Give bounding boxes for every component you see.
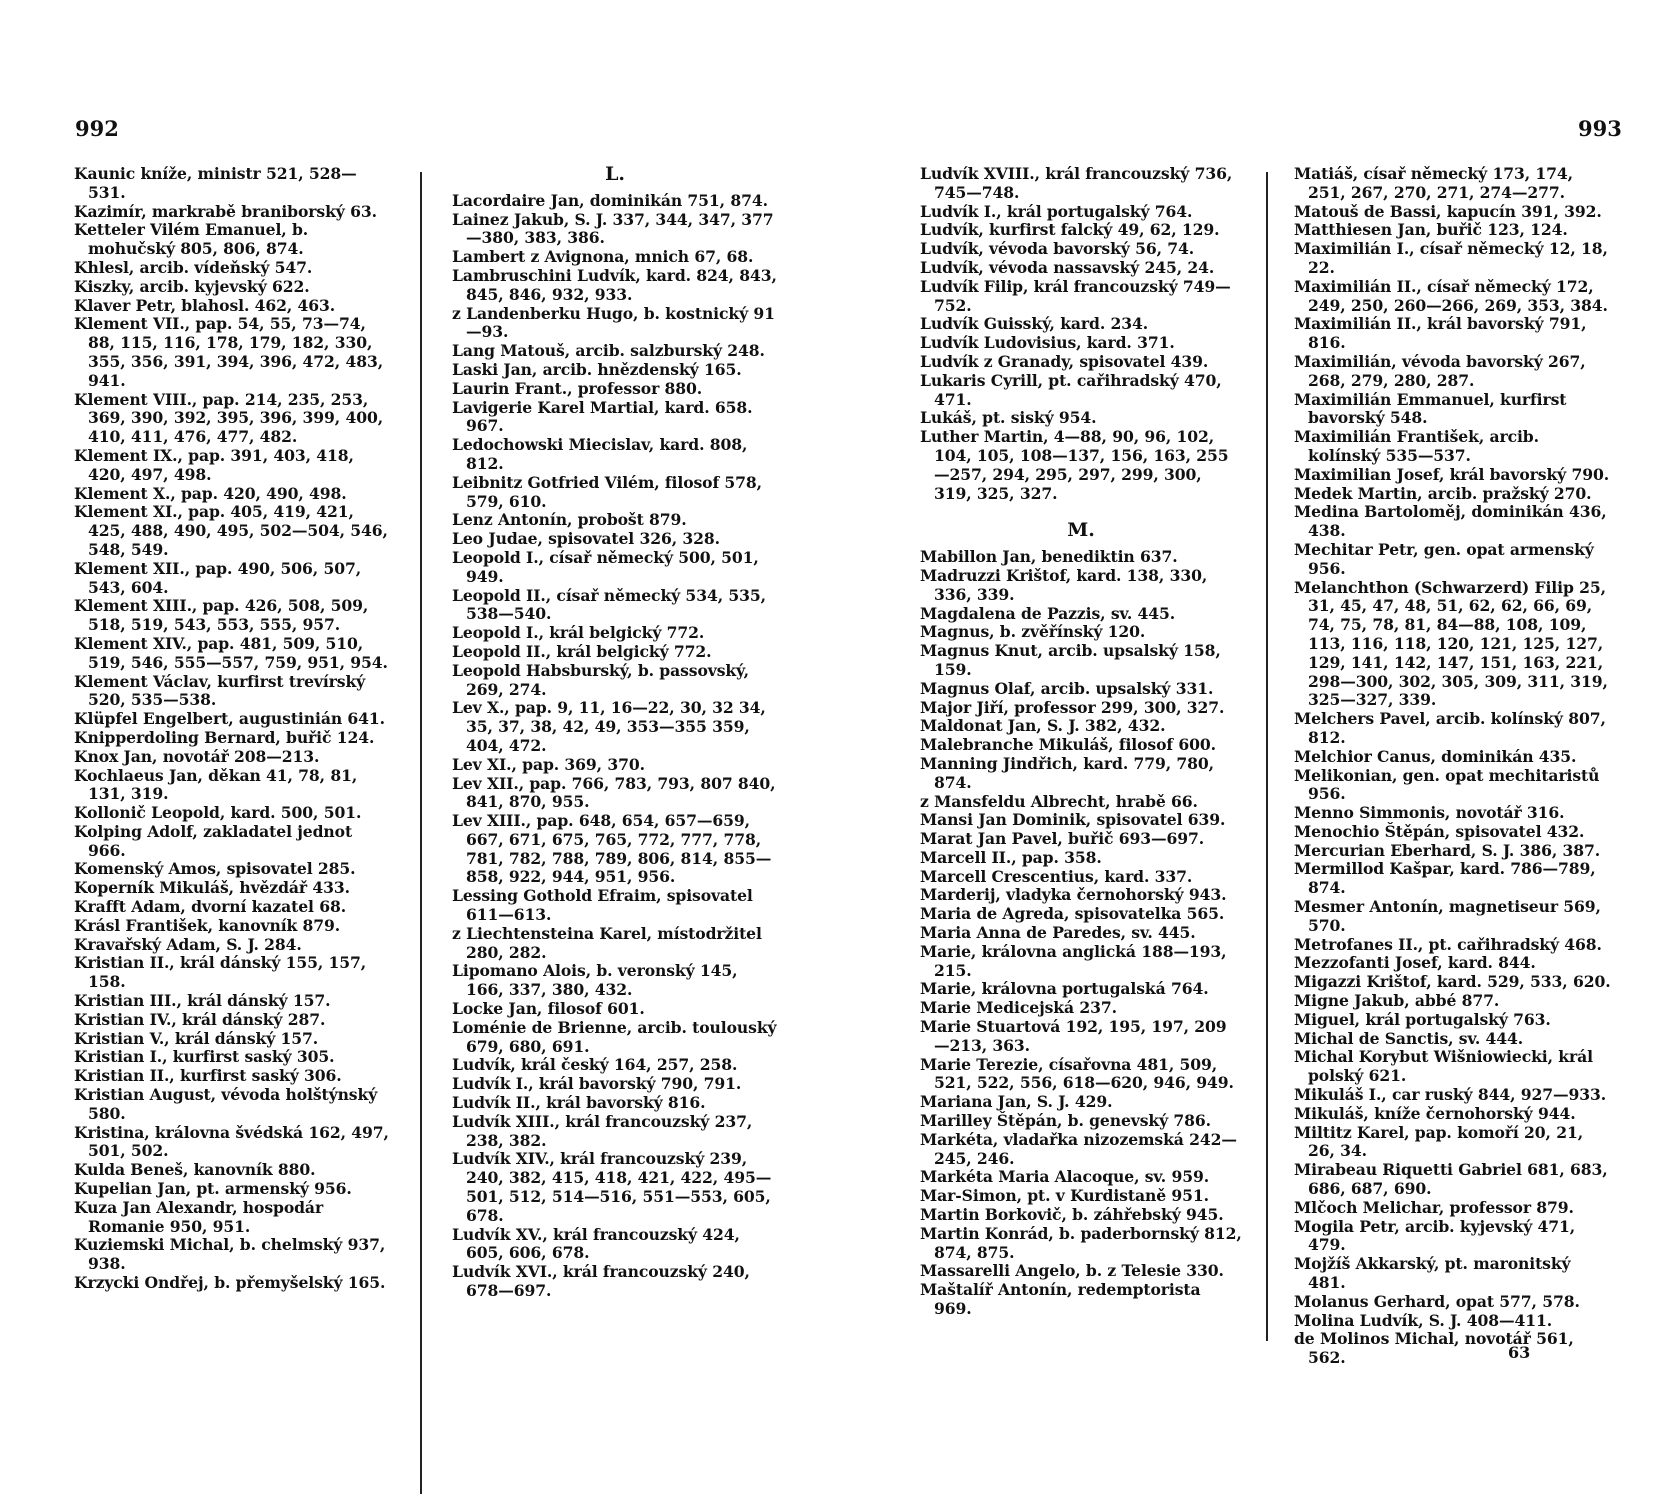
index-entry: Ludvík XIV., král francouzský 239, 240, 382, 415, 418, 421, 422, 495—501, 512, 514—516, 551—553, 605, 678. xyxy=(452,1149,772,1225)
index-entry: Leopold I., král belgický 772. xyxy=(452,623,705,643)
index-entry: Kristian August, vévoda holštýnský 580. xyxy=(74,1085,378,1123)
index-entry: Marie, královna anglická 188—193, 215. xyxy=(920,941,1227,980)
index-entry: Marderij, vladyka černohorský 943. xyxy=(920,885,1227,905)
index-entry: Ludvík XV., král francouzský 424, 605, 606, 678. xyxy=(452,1224,740,1263)
index-entry: Kristian V., král dánský 157. xyxy=(74,1028,319,1048)
index-entry: Magdalena de Pazzis, sv. 445. xyxy=(920,603,1176,623)
index-entry: Ludvík, kurfirst falcký 49, 62, 129. xyxy=(920,220,1220,240)
index-entry: Mabillon Jan, benediktin 637. xyxy=(920,547,1178,567)
index-entry: Marcell Crescentius, kard. 337. xyxy=(920,866,1193,886)
index-entry: Krzycki Ondřej, b. přemyšelský 165. xyxy=(74,1273,386,1293)
index-entry: Magnus Knut, arcib. upsalský 158, 159. xyxy=(920,641,1221,679)
index-entry: Ludvík Ludovisius, kard. 371. xyxy=(920,333,1175,353)
index-entry: Lambert z Avignona, mnich 67, 68. xyxy=(452,247,754,267)
index-entry: Luther Martin, 4—88, 90, 96, 102, 104, 105, 108—137, 156, 163, 255—257, 294, 295, 297, 299, 300, 319, 325, 327. xyxy=(920,427,1229,503)
index-entry: Klement X., pap. 420, 490, 498. xyxy=(74,483,347,503)
index-entry: Klement XIII., pap. 426, 508, 509, 518, 519, 543, 553, 555, 957. xyxy=(74,596,369,635)
index-entry: Menno Simmonis, novotář 316. xyxy=(1294,803,1565,823)
section-heading-m: M. xyxy=(1067,519,1095,542)
index-entry: Leopold II., král belgický 772. xyxy=(452,641,712,661)
index-entry: Mercurian Eberhard, S. J. 386, 387. xyxy=(1294,840,1601,860)
index-entry: Melchior Canus, dominikán 435. xyxy=(1294,746,1577,766)
index-entry: Matthiesen Jan, buřič 123, 124. xyxy=(1294,220,1568,240)
index-entry: Ledochowski Miecislav, kard. 808, 812. xyxy=(452,435,748,473)
index-entry: Migne Jakub, abbé 877. xyxy=(1294,991,1500,1011)
index-entry: Kiszky, arcib. kyjevský 622. xyxy=(74,276,310,296)
index-entry: Miltitz Karel, pap. komoří 20, 21, 26, 34. xyxy=(1294,1122,1584,1161)
index-entry: Ludvík, vévoda bavorský 56, 74. xyxy=(920,239,1195,259)
index-entry: Mojžíš Akkarský, pt. maronitský 481. xyxy=(1294,1254,1571,1293)
index-entry: Kristian III., král dánský 157. xyxy=(74,991,331,1011)
index-entry: Maximilian Josef, král bavorský 790. xyxy=(1294,464,1610,484)
index-entry: Laski Jan, arcib. hnězdenský 165. xyxy=(452,359,742,379)
index-entry: Lev XI., pap. 369, 370. xyxy=(452,754,645,774)
index-entry: Martin Konrád, b. paderbornský 812, 874, 875. xyxy=(920,1223,1242,1262)
index-entry: Ketteler Vilém Emanuel, b. mohučský 805, 806, 874. xyxy=(74,220,309,259)
index-entry: Mikuláš I., car ruský 844, 927—933. xyxy=(1294,1085,1607,1105)
index-entry: Knipperdoling Bernard, buřič 124. xyxy=(74,727,375,747)
index-entry: Lang Matouš, arcib. salzburský 248. xyxy=(452,341,765,361)
index-entry: Kristina, královna švédská 162, 497, 501, 502. xyxy=(74,1122,389,1161)
index-entry: Mar-Simon, pt. v Kurdistaně 951. xyxy=(920,1186,1209,1206)
index-entry: Ludvík XVIII., král francouzský 736, 745—748. xyxy=(920,164,1233,202)
index-entry: Klaver Petr, blahosl. 462, 463. xyxy=(74,295,336,315)
index-entry: Maštalíř Antonín, redemptorista 969. xyxy=(920,1280,1201,1319)
index-entry: Marcell II., pap. 358. xyxy=(920,847,1102,867)
index-entry: Kolping Adolf, zakladatel jednot 966. xyxy=(74,821,353,860)
index-entry: Metrofanes II., pt. cařihradský 468. xyxy=(1294,934,1602,954)
index-entry: Loménie de Brienne, arcib. toulouský 679, 680, 691. xyxy=(452,1017,777,1056)
index-entry: Mariana Jan, S. J. 429. xyxy=(920,1092,1113,1112)
index-entry: Maria Anna de Paredes, sv. 445. xyxy=(920,923,1196,943)
index-entry: Klüpfel Engelbert, augustinián 641. xyxy=(74,709,385,729)
index-entry: Ludvík I., král portugalský 764. xyxy=(920,201,1193,221)
index-entry: Migazzi Krištof, kard. 529, 533, 620. xyxy=(1294,972,1611,992)
index-entry: Leopold Habsburský, b. passovský, 269, 274. xyxy=(452,660,749,699)
index-entry: Kulda Beneš, kanovník 880. xyxy=(74,1160,316,1180)
index-entry: Lev X., pap. 9, 11, 16—22, 30, 32 34, 35, 37, 38, 42, 49, 353—355 359, 404, 472. xyxy=(452,698,766,755)
index-entry: Marilley Štěpán, b. genevský 786. xyxy=(920,1111,1212,1131)
index-entry: Kollonič Leopold, kard. 500, 501. xyxy=(74,803,362,823)
index-entry: Mermillod Kašpar, kard. 786—789, 874. xyxy=(1294,859,1596,898)
index-entry: Miguel, král portugalský 763. xyxy=(1294,1009,1551,1029)
index-entry: z Landenberku Hugo, b. kostnický 91—93. xyxy=(452,303,775,342)
index-entry: Ludvík XVI., král francouzský 240, 678—697. xyxy=(452,1262,750,1301)
page-number-left: 992 xyxy=(75,116,119,141)
index-entry: Kazimír, markrabě braniborský 63. xyxy=(74,201,377,221)
index-entry: Menochio Štěpán, spisovatel 432. xyxy=(1294,821,1585,841)
index-entry: Maximilián Emmanuel, kurfirst bavorský 548. xyxy=(1294,389,1567,428)
index-entry: Maldonat Jan, S. J. 382, 432. xyxy=(920,716,1166,736)
index-entry: Leopold II., císař německý 534, 535, 538—540. xyxy=(452,585,766,624)
index-entry: Marie Terezie, císařovna 481, 509, 521, 522, 556, 618—620, 946, 949. xyxy=(920,1054,1234,1093)
index-entry: Melchers Pavel, arcib. kolínský 807, 812. xyxy=(1294,709,1606,747)
index-entry: Maximilián, vévoda bavorský 267, 268, 279, 280, 287. xyxy=(1294,351,1586,390)
index-entry: Mezzofanti Josef, kard. 844. xyxy=(1294,953,1536,973)
index-entry: Markéta Maria Alacoque, sv. 959. xyxy=(920,1167,1210,1187)
index-entry: Ludvík z Granady, spisovatel 439. xyxy=(920,351,1209,371)
index-entry: Krásl František, kanovník 879. xyxy=(74,915,341,935)
index-entry: Leibnitz Gotfried Vilém, filosof 578, 579, 610. xyxy=(452,472,762,511)
index-entry: Lev XIII., pap. 648, 654, 657—659, 667, 671, 675, 765, 772, 777, 778, 781, 782, 788, 789, 806, 814, 855—858, 922, 944, 951, 956. xyxy=(452,811,772,887)
index-entry: z Liechtensteina Karel, místodržitel 280, 282. xyxy=(452,923,762,962)
index-entry: Markéta, vladařka nizozemská 242—245, 246. xyxy=(920,1129,1237,1168)
index-entry: Klement IX., pap. 391, 403, 418, 420, 497, 498. xyxy=(74,445,354,484)
index-entry: Maximilián II., císař německý 172, 249, 250, 260—266, 269, 353, 384. xyxy=(1294,276,1608,315)
index-entry: Malebranche Mikuláš, filosof 600. xyxy=(920,735,1216,755)
signature-mark: 63 xyxy=(1508,1343,1531,1362)
column-divider-left-page xyxy=(420,172,422,1494)
index-entry: Klement XIV., pap. 481, 509, 510, 519, 546, 555—557, 759, 951, 954. xyxy=(74,633,388,672)
index-column-3 xyxy=(920,165,1242,1319)
index-entry: Matiáš, císař německý 173, 174, 251, 267, 270, 271, 274—277. xyxy=(1294,164,1573,202)
index-entry: z Mansfeldu Albrecht, hrabě 66. xyxy=(920,791,1198,811)
index-entry: Matouš de Bassi, kapucín 391, 392. xyxy=(1294,201,1602,221)
column-divider-right-page xyxy=(1266,172,1268,1341)
index-entry: Lukáš, pt. siský 954. xyxy=(920,408,1097,428)
index-entry: Martin Borkovič, b. záhřebský 945. xyxy=(920,1205,1224,1225)
index-entry: Major Jiří, professor 299, 300, 327. xyxy=(920,697,1225,717)
index-entry: Koperník Mikuláš, hvězdář 433. xyxy=(74,878,350,898)
index-entry: Knox Jan, novotář 208—213. xyxy=(74,746,320,766)
index-entry: Michal de Sanctis, sv. 444. xyxy=(1294,1028,1524,1048)
index-entry: Kuziemski Michal, b. chelmský 937, 938. xyxy=(74,1235,386,1274)
index-entry: Kuza Jan Alexandr, hospodár Romanie 950, 951. xyxy=(74,1197,324,1236)
index-entry: Madruzzi Krištof, kard. 138, 330, 336, 339. xyxy=(920,565,1208,604)
index-entry: Mechitar Petr, gen. opat armenský 956. xyxy=(1294,539,1594,578)
index-entry: Lacordaire Jan, dominikán 751, 874. xyxy=(452,190,768,210)
index-entry: Maximilián I., císař německý 12, 18, 22. xyxy=(1294,239,1608,277)
index-entry: Medina Bartoloměj, dominikán 436, 438. xyxy=(1294,502,1607,541)
index-entry: Maria de Agreda, spisovatelka 565. xyxy=(920,904,1225,924)
index-entry: Marie Stuartová 192, 195, 197, 209—213, 363. xyxy=(920,1017,1227,1055)
index-entry: Klement XII., pap. 490, 506, 507, 543, 604. xyxy=(74,558,362,597)
index-entry: Mogila Petr, arcib. kyjevský 471, 479. xyxy=(1294,1216,1576,1255)
index-entry: Kupelian Jan, pt. armenský 956. xyxy=(74,1179,352,1199)
section-heading-l: L. xyxy=(605,163,625,185)
index-entry: Kristian IV., král dánský 287. xyxy=(74,1009,326,1029)
index-entry: Lavigerie Karel Martial, kard. 658. 967. xyxy=(452,397,753,436)
index-entry: Maximilián František, arcib. kolínský 535—537. xyxy=(1294,427,1539,465)
index-entry: Marie, královna portugalská 764. xyxy=(920,979,1209,999)
index-entry: Mirabeau Riquetti Gabriel 681, 683, 686, 687, 690. xyxy=(1294,1160,1608,1199)
index-entry: Kravařský Adam, S. J. 284. xyxy=(74,934,302,954)
index-entry: Kristian II., král dánský 155, 157, 158. xyxy=(74,953,367,992)
index-entry: Medek Martin, arcib. pražský 270. xyxy=(1294,483,1592,503)
index-entry: Klement VII., pap. 54, 55, 73—74, 88, 115, 116, 178, 179, 182, 330, 355, 356, 391, 394, 396, 472, 483, 941. xyxy=(74,314,384,390)
index-entry: Klement VIII., pap. 214, 235, 253, 369, 390, 392, 395, 396, 399, 400, 410, 411, 476, 477, 482. xyxy=(74,389,384,447)
index-entry: Marat Jan Pavel, buřič 693—697. xyxy=(920,829,1205,849)
index-entry: Magnus, b. zvěřínský 120. xyxy=(920,622,1146,642)
index-entry: Kristian II., kurfirst saský 306. xyxy=(74,1066,342,1086)
index-entry: Ludvík XIII., král francouzský 237, 238, 382. xyxy=(452,1111,753,1150)
index-entry: Ludvík, vévoda nassavský 245, 24. xyxy=(920,257,1215,277)
index-entry: Komenský Amos, spisovatel 285. xyxy=(74,859,356,879)
index-entry: de Molinos Michal, novotář 561, 562. xyxy=(1294,1329,1574,1368)
index-entry: Lev XII., pap. 766, 783, 793, 807 840, 841, 870, 955. xyxy=(452,773,776,812)
index-entry: Ludvík Filip, král francouzský 749—752. xyxy=(920,276,1231,315)
index-entry: Klement XI., pap. 405, 419, 421, 425, 488, 490, 495, 502—504, 546, 548, 549. xyxy=(74,502,388,559)
index-entry: Massarelli Angelo, b. z Telesie 330. xyxy=(920,1261,1224,1281)
index-entry: Maximilián II., král bavorský 791, 816. xyxy=(1294,314,1587,353)
index-column-4 xyxy=(1294,165,1612,1368)
index-entry: Lambruschini Ludvík, kard. 824, 843, 845, 846, 932, 933. xyxy=(452,265,777,304)
index-entry: Mansi Jan Dominik, spisovatel 639. xyxy=(920,810,1226,830)
index-entry: Lipomano Alois, b. veronský 145, 166, 337, 380, 432. xyxy=(452,961,738,1000)
index-entry: Mikuláš, kníže černohorský 944. xyxy=(1294,1103,1576,1123)
index-entry: Locke Jan, filosof 601. xyxy=(452,999,645,1019)
index-entry: Khlesl, arcib. vídeňský 547. xyxy=(74,257,313,277)
index-entry: Lenz Antonín, probošt 879. xyxy=(452,510,687,530)
index-entry: Michal Korybut Wišniowiecki, král polský 621. xyxy=(1294,1047,1593,1086)
index-entry: Leo Judae, spisovatel 326, 328. xyxy=(452,529,720,549)
index-entry: Ludvík Guisský, kard. 234. xyxy=(920,314,1149,334)
index-entry: Mlčoch Melichar, professor 879. xyxy=(1294,1197,1574,1217)
index-entry: Kochlaeus Jan, děkan 41, 78, 81, 131, 319. xyxy=(74,765,358,804)
index-entry: Magnus Olaf, arcib. upsalský 331. xyxy=(920,678,1214,698)
index-entry: Krafft Adam, dvorní kazatel 68. xyxy=(74,897,347,917)
index-entry: Lukaris Cyrill, pt. cařihradský 470, 471. xyxy=(920,370,1222,409)
index-column-1 xyxy=(74,165,394,1293)
index-entry: Mesmer Antonín, magnetiseur 569, 570. xyxy=(1294,897,1601,935)
page-number-right: 993 xyxy=(1578,116,1622,141)
index-entry: Manning Jindřich, kard. 779, 780, 874. xyxy=(920,753,1214,792)
index-entry: Ludvík II., král bavorský 816. xyxy=(452,1093,706,1113)
index-entry: Kristian I., kurfirst saský 305. xyxy=(74,1047,335,1067)
index-entry: Molanus Gerhard, opat 577, 578. xyxy=(1294,1291,1580,1311)
index-entry: Laurin Frant., professor 880. xyxy=(452,378,703,398)
index-entry: Molina Ludvík, S. J. 408—411. xyxy=(1294,1310,1553,1330)
index-entry: Ludvík, král český 164, 257, 258. xyxy=(452,1055,738,1075)
index-entry: Melanchthon (Schwarzerd) Filip 25, 31, 45, 47, 48, 51, 62, 62, 66, 69, 74, 75, 78, 81, 84—88, 108, 109, 113, 116, 118, 120, 121, 125, 127, 129, 141, 142, 147, 151, 163, 221, 298—300, 302, 305, 309, 311, 319, 325—327, 339. xyxy=(1294,577,1608,710)
index-entry: Kaunic kníže, ministr 521, 528—531. xyxy=(74,164,357,202)
index-entry: Lessing Gothold Efraim, spisovatel 611—613. xyxy=(452,886,753,925)
index-entry: Leopold I., císař německý 500, 501, 949. xyxy=(452,547,759,586)
index-entry: Klement Václav, kurfirst trevírský 520, 535—538. xyxy=(74,671,366,710)
index-entry: Lainez Jakub, S. J. 337, 344, 347, 377—380, 383, 386. xyxy=(452,209,774,248)
index-column-2 xyxy=(452,165,778,1301)
index-entry: Ludvík I., král bavorský 790, 791. xyxy=(452,1074,742,1094)
index-entry: Marie Medicejská 237. xyxy=(920,998,1117,1018)
index-entry: Melikonian, gen. opat mechitaristů 956. xyxy=(1294,765,1600,804)
